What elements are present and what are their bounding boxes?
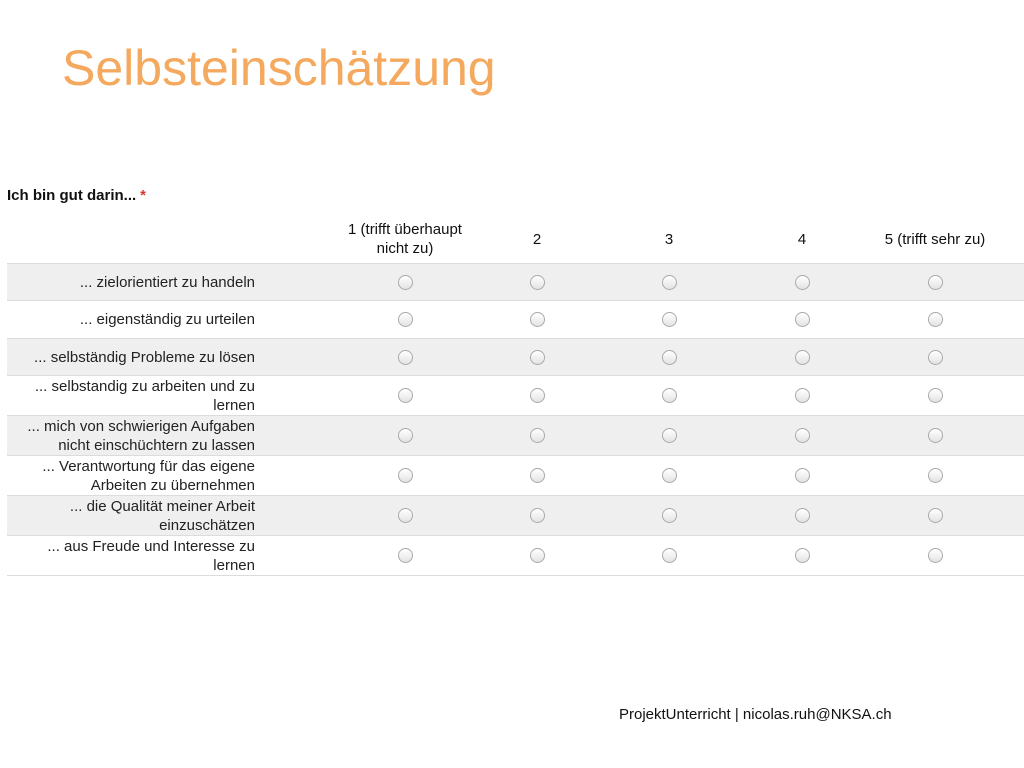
rating-radio-3[interactable] bbox=[662, 548, 677, 563]
rating-cell bbox=[603, 339, 735, 375]
rating-cell bbox=[471, 301, 603, 338]
rating-radio-3[interactable] bbox=[662, 275, 677, 290]
required-marker: * bbox=[140, 187, 147, 204]
rating-cell bbox=[736, 416, 868, 455]
rating-radio-1[interactable] bbox=[398, 468, 413, 483]
rating-radio-5[interactable] bbox=[928, 468, 943, 483]
rating-radio-2[interactable] bbox=[530, 468, 545, 483]
rating-cell bbox=[603, 301, 735, 338]
rating-grid bbox=[7, 215, 1024, 576]
rating-cell bbox=[471, 376, 603, 415]
rating-cell bbox=[339, 496, 471, 535]
rating-cell bbox=[869, 496, 1001, 535]
rating-cell bbox=[603, 536, 735, 575]
rating-radio-4[interactable] bbox=[795, 350, 810, 365]
rating-cell bbox=[736, 456, 868, 495]
rating-radio-3[interactable] bbox=[662, 428, 677, 443]
grid-row bbox=[7, 455, 1024, 495]
rating-radio-1[interactable] bbox=[398, 350, 413, 365]
slide-footer: ProjektUnterricht | nicolas.ruh@NKSA.ch bbox=[619, 706, 892, 723]
rating-radio-3[interactable] bbox=[662, 388, 677, 403]
rating-radio-2[interactable] bbox=[530, 428, 545, 443]
rating-radio-1[interactable] bbox=[398, 275, 413, 290]
rating-radio-5[interactable] bbox=[928, 388, 943, 403]
column-header-3: 3 bbox=[664, 230, 674, 248]
rating-cell bbox=[869, 264, 1001, 300]
rating-radio-4[interactable] bbox=[795, 548, 810, 563]
rating-cell bbox=[471, 416, 603, 455]
grid-row bbox=[7, 535, 1024, 576]
rating-cell bbox=[869, 339, 1001, 375]
row-label: ... aus Freude und Interesse zu lernen bbox=[47, 537, 255, 574]
grid-row bbox=[7, 495, 1024, 535]
question-text: Ich bin gut darin... bbox=[7, 187, 137, 204]
rating-cell bbox=[603, 264, 735, 300]
rating-cell bbox=[603, 456, 735, 495]
rating-cell bbox=[339, 416, 471, 455]
question-label bbox=[7, 187, 146, 204]
rating-radio-1[interactable] bbox=[398, 428, 413, 443]
rating-radio-5[interactable] bbox=[928, 312, 943, 327]
slide-title: Selbsteinschätzung bbox=[62, 40, 496, 96]
row-label: ... die Qualität meiner Arbeit einzuschätzen bbox=[69, 497, 255, 534]
rating-cell bbox=[736, 496, 868, 535]
rating-cell bbox=[339, 456, 471, 495]
rating-cell bbox=[869, 536, 1001, 575]
grid-row bbox=[7, 263, 1024, 300]
rating-radio-3[interactable] bbox=[662, 312, 677, 327]
rating-radio-5[interactable] bbox=[928, 508, 943, 523]
grid-row bbox=[7, 338, 1024, 375]
rating-radio-5[interactable] bbox=[928, 428, 943, 443]
rating-cell bbox=[471, 496, 603, 535]
rating-radio-2[interactable] bbox=[530, 312, 545, 327]
rating-cell bbox=[471, 339, 603, 375]
row-label: ... selbständig Probleme zu lösen bbox=[34, 348, 255, 366]
row-label: ... eigenständig zu urteilen bbox=[79, 311, 255, 328]
rating-radio-3[interactable] bbox=[662, 350, 677, 365]
rating-radio-4[interactable] bbox=[795, 275, 810, 290]
rating-cell bbox=[736, 301, 868, 338]
rating-radio-2[interactable] bbox=[530, 548, 545, 563]
rating-cell bbox=[339, 339, 471, 375]
rating-cell bbox=[736, 376, 868, 415]
rating-radio-5[interactable] bbox=[928, 350, 943, 365]
rating-cell bbox=[869, 376, 1001, 415]
rating-radio-2[interactable] bbox=[530, 508, 545, 523]
rating-radio-5[interactable] bbox=[928, 548, 943, 563]
rating-radio-2[interactable] bbox=[530, 350, 545, 365]
rating-radio-2[interactable] bbox=[530, 275, 545, 290]
rating-radio-3[interactable] bbox=[662, 468, 677, 483]
grid-row bbox=[7, 375, 1024, 415]
rating-radio-4[interactable] bbox=[795, 428, 810, 443]
rating-radio-1[interactable] bbox=[398, 312, 413, 327]
rating-cell bbox=[339, 536, 471, 575]
rating-cell bbox=[869, 301, 1001, 338]
rating-cell bbox=[869, 416, 1001, 455]
row-label: ... selbstandig zu arbeiten und zu lernen bbox=[34, 377, 255, 414]
rating-cell bbox=[339, 264, 471, 300]
column-header-5: 5 (trifft sehr zu) bbox=[884, 230, 986, 248]
rating-cell bbox=[471, 536, 603, 575]
rating-radio-4[interactable] bbox=[795, 388, 810, 403]
rating-cell bbox=[603, 376, 735, 415]
row-label: ... mich von schwierigen Aufgaben nicht einschüchtern zu lassen bbox=[27, 417, 255, 454]
rating-radio-1[interactable] bbox=[398, 548, 413, 563]
rating-cell bbox=[736, 339, 868, 375]
rating-radio-3[interactable] bbox=[662, 508, 677, 523]
grid-row bbox=[7, 300, 1024, 338]
column-header-1: 1 (trifft überhaupt nicht zu) bbox=[348, 221, 462, 257]
grid-header-row bbox=[7, 215, 1024, 263]
rating-radio-5[interactable] bbox=[928, 275, 943, 290]
rating-cell bbox=[471, 456, 603, 495]
rating-radio-4[interactable] bbox=[795, 468, 810, 483]
row-label: ... Verantwortung für das eigene Arbeiten zu übernehmen bbox=[42, 457, 255, 494]
rating-radio-1[interactable] bbox=[398, 388, 413, 403]
grid-row bbox=[7, 415, 1024, 455]
rating-cell bbox=[869, 456, 1001, 495]
column-header-4: 4 bbox=[797, 230, 807, 248]
row-label: ... zielorientiert zu handeln bbox=[79, 273, 255, 291]
rating-cell bbox=[603, 496, 735, 535]
rating-radio-4[interactable] bbox=[795, 312, 810, 327]
column-header-2: 2 bbox=[532, 230, 542, 248]
rating-radio-1[interactable] bbox=[398, 508, 413, 523]
rating-radio-2[interactable] bbox=[530, 388, 545, 403]
rating-cell bbox=[603, 416, 735, 455]
rating-cell bbox=[339, 301, 471, 338]
rating-cell bbox=[736, 536, 868, 575]
rating-radio-4[interactable] bbox=[795, 508, 810, 523]
rating-cell bbox=[736, 264, 868, 300]
rating-cell bbox=[339, 376, 471, 415]
rating-cell bbox=[471, 264, 603, 300]
